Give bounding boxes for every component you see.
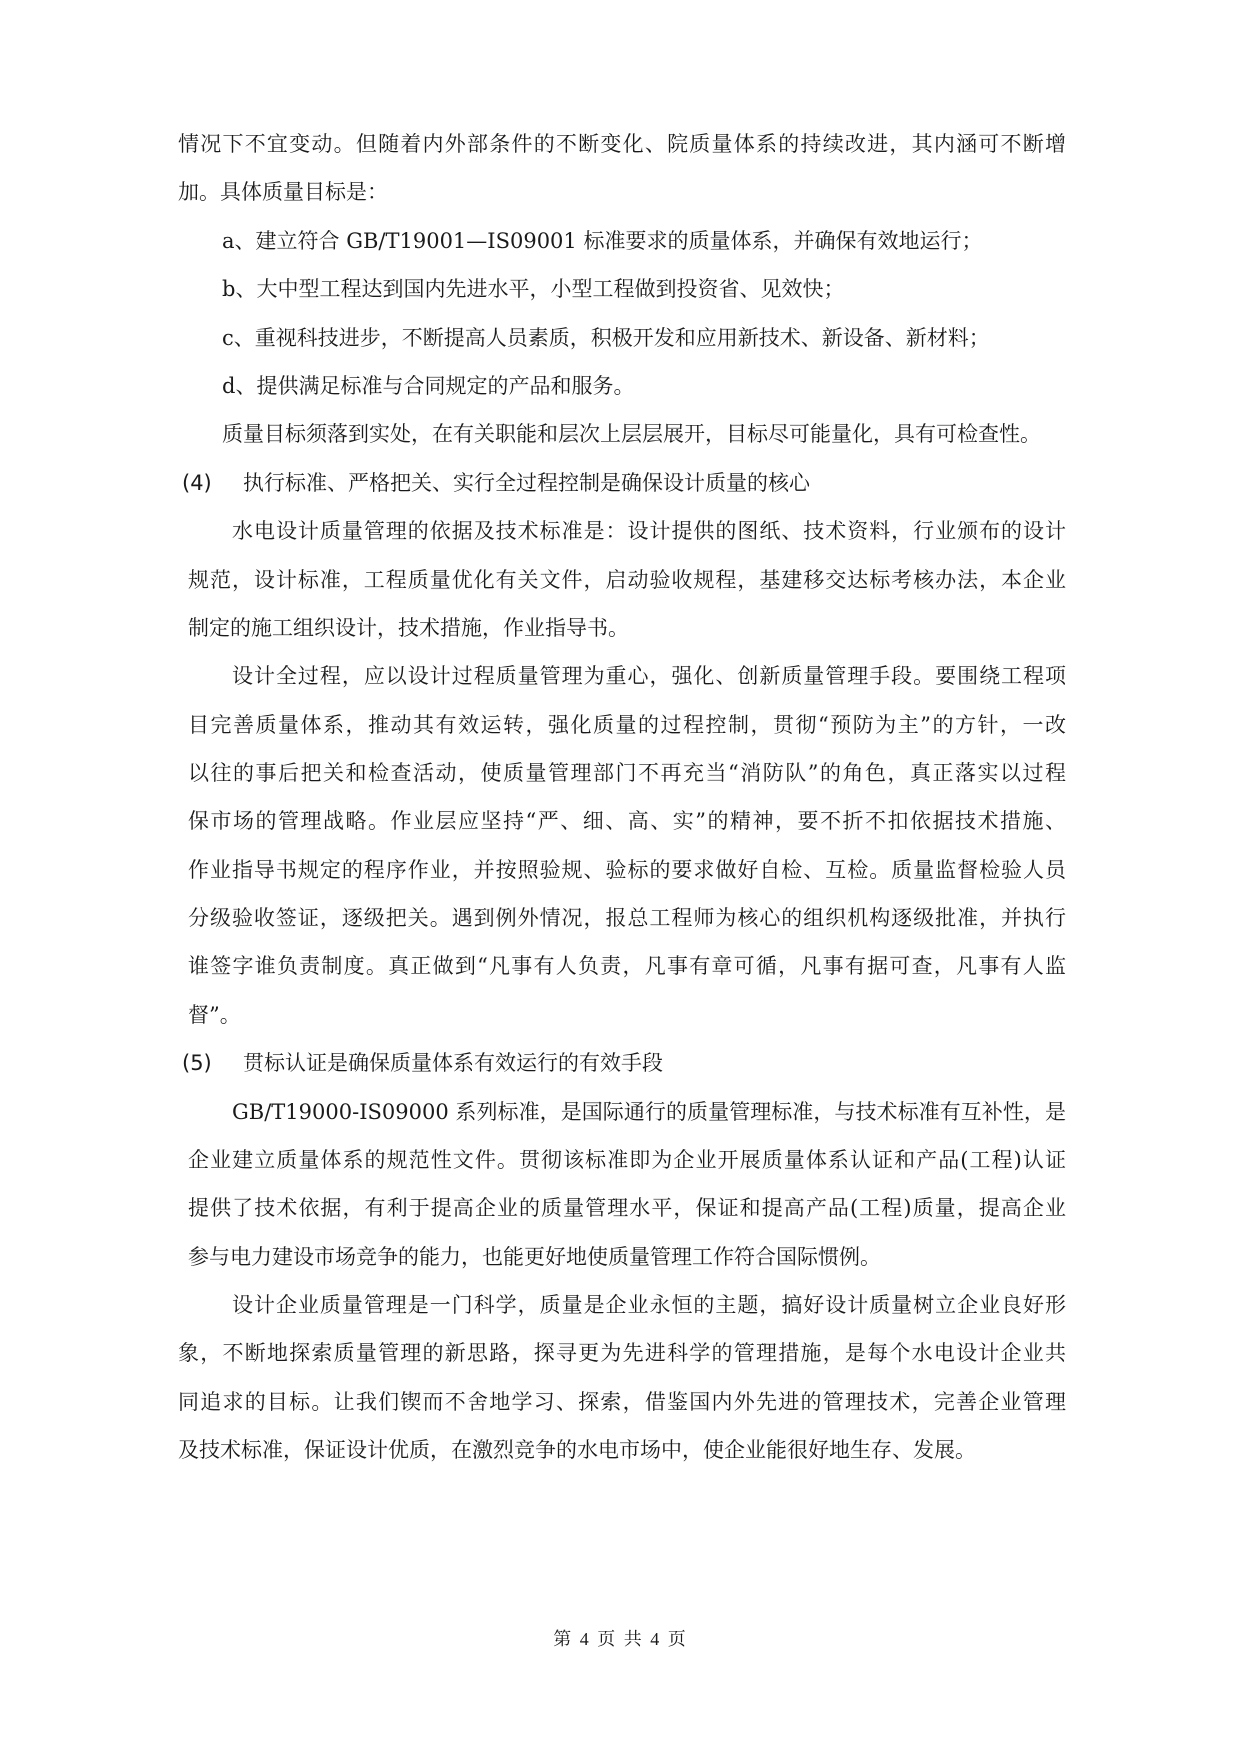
section-5-p2-line: 及技术标准，保证设计优质，在激烈竞争的水电市场中，使企业能很好地生存、发展。: [178, 1438, 976, 1462]
section-4-p2-line: 分级验收签证，逐级把关。遇到例外情况，报总工程师为核心的组织机构逐级批准，并执行: [188, 906, 1066, 930]
section-4-p2-line: 谁签字谁负责制度。真正做到“凡事有人负责，凡事有章可循，凡事有据可查，凡事有人监: [188, 954, 1066, 978]
goal-item-d: d、提供满足标准与合同规定的产品和服务。: [222, 374, 635, 398]
section-4-title: 执行标准、严格把关、实行全过程控制是确保设计质量的核心: [243, 471, 810, 495]
section-4-p2-line: 作业指导书规定的程序作业，并按照验规、验标的要求做好自检、互检。质量监督检验人员: [188, 858, 1066, 882]
section-4-p1-line: 规范，设计标准，工程质量优化有关文件，启动验收规程，基建移交达标考核办法，本企业: [188, 568, 1066, 592]
section-4-p2-line: 以往的事后把关和检查活动，使质量管理部门不再充当“消防队”的角色，真正落实以过程: [188, 761, 1066, 785]
section-5-number: (5): [182, 1051, 212, 1075]
section-4-p1-line: 制定的施工组织设计，技术措施，作业指导书。: [188, 616, 629, 640]
section-5-p1-line: 企业建立质量体系的规范性文件。贯彻该标准即为企业开展质量体系认证和产品(工程)认证: [188, 1148, 1066, 1172]
goals-paragraph-line: 情况下不宜变动。但随着内外部条件的不断变化、院质量体系的持续改进，其内涵可不断增: [178, 132, 1066, 156]
goal-item-a: a、建立符合 GB/T19001—IS09001 标准要求的质量体系，并确保有效地运行；: [222, 229, 983, 253]
page-footer: 第 4 页 共 4 页: [553, 1629, 688, 1649]
section-4-p2-line: 保市场的管理战略。作业层应坚持“严、细、高、实”的精神，要不折不扣依据技术措施、: [188, 809, 1066, 833]
section-5-p2-line: 象，不断地探索质量管理的新思路，探寻更为先进科学的管理措施，是每个水电设计企业共: [178, 1341, 1066, 1365]
goal-item-b: b、大中型工程达到国内先进水平，小型工程做到投资省、见效快；: [222, 277, 845, 301]
section-5-title: 贯标认证是确保质量体系有效运行的有效手段: [243, 1051, 663, 1075]
section-4-p2-line: 督”。: [188, 1003, 241, 1027]
section-5-p1-line: 参与电力建设市场竞争的能力，也能更好地使质量管理工作符合国际惯例。: [188, 1245, 881, 1269]
section-5-p1-line: 提供了技术依据，有利于提高企业的质量管理水平，保证和提高产品(工程)质量，提高企业: [188, 1196, 1066, 1220]
section-4-p2-line: 目完善质量体系，推动其有效运转，强化质量的过程控制，贯彻“预防为主”的方针，一改: [188, 713, 1066, 737]
section-5-p2-line: 同追求的目标。让我们锲而不舍地学习、探索，借鉴国内外先进的管理技术，完善企业管理: [178, 1390, 1066, 1414]
section-4-number: (4): [182, 471, 212, 495]
goals-paragraph-line: 加。具体质量目标是：: [178, 180, 388, 204]
section-4-p1-line: 水电设计质量管理的依据及技术标准是：设计提供的图纸、技术资料，行业颁布的设计: [232, 519, 1066, 543]
section-5-p2-line: 设计企业质量管理是一门科学，质量是企业永恒的主题，搞好设计质量树立企业良好形: [232, 1293, 1066, 1317]
goal-item-c: c、重视科技进步，不断提高人员素质，积极开发和应用新技术、新设备、新材料；: [222, 326, 990, 350]
section-5-p1-line: GB/T19000-IS09000 系列标准，是国际通行的质量管理标准，与技术标准有互补性，是: [232, 1100, 1066, 1124]
goals-note: 质量目标须落到实处，在有关职能和层次上层层展开，目标尽可能量化，具有可检查性。: [222, 422, 1041, 446]
section-4-p2-line: 设计全过程，应以设计过程质量管理为重心，强化、创新质量管理手段。要围绕工程项: [232, 664, 1066, 688]
